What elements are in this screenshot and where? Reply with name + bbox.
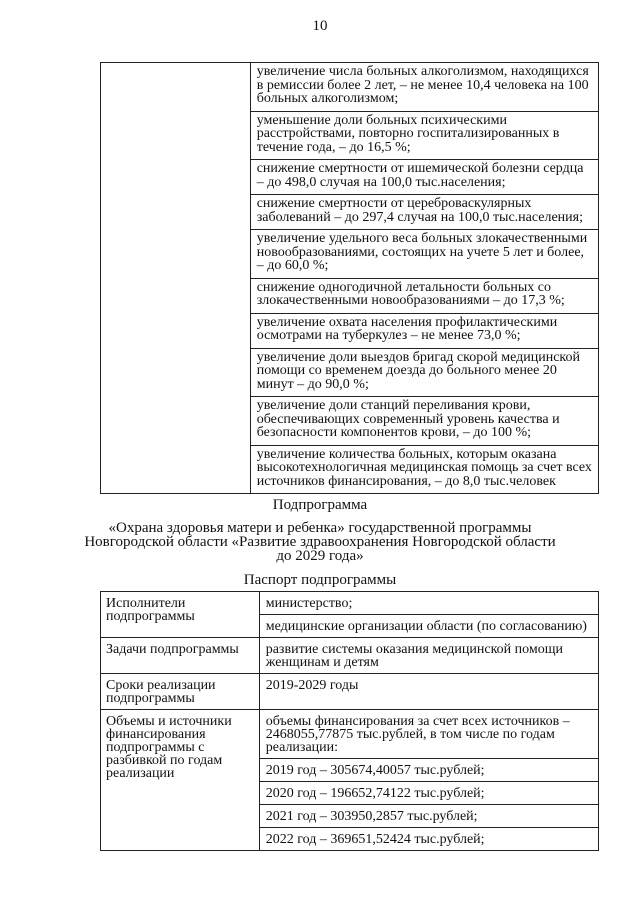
executors-label: Исполнители подпрограммы [101,592,260,638]
indicator-item: увеличение числа больных алкоголизмом, находящихся в ремиссии более 2 лет, – не менее 10,4 человека на 100 больных алкоголизмом; [251,63,598,112]
subprogram-name-line: «Охрана здоровья матери и ребенка» государственной программы [108,520,532,536]
subprogram-name-line: до 2029 года» [276,548,364,564]
passport-row-funding [101,710,599,851]
indicators-table [100,62,599,494]
tasks-value-cell [259,638,598,674]
funding-item: объемы финансирования за счет всех источников – 2468055,77875 тыс.рублей, в том числе по годам реализации: [260,710,598,759]
subprogram-name [0,521,640,563]
funding-item: 2022 год – 369651,52424 тыс.рублей; [265,832,485,847]
terms-label: Сроки реализации подпрограммы [101,674,260,710]
indicator-item: увеличение охвата населения профилактическими осмотрами на туберкулез – не менее 73,0 %; [251,314,598,349]
passport-title: Паспорт подпрограммы [243,572,397,588]
funding-item: 2019 год – 305674,40057 тыс.рублей; [260,759,598,782]
executor-item: министерство; [260,592,598,615]
indicator-item: уменьшение доли больных психическими расстройствами, повторно госпитализированных в течение года, – до 16,5 %; [251,112,598,161]
indicator-item: снижение одногодичной летальности больных со злокачественными новообразованиями – до 17,3 %; [251,279,598,314]
subprogram-title: Подпрограмма [272,497,368,513]
executors-value [259,592,598,638]
indicator-item: снижение смертности от ишемической болезни сердца – до 498,0 случая на 100,0 тыс.населения; [251,160,598,195]
indicator-item: увеличение удельного веса больных злокачественными новообразованиями, состоящих на учете 5 лет и более, – до 60,0 %; [251,230,598,279]
indicators-left-cell [101,63,251,494]
passport-row-terms [101,674,599,710]
page-number: 10 [312,18,328,34]
funding-item: 2020 год – 196652,74122 тыс.рублей; [260,782,598,805]
funding-label: Объемы и источники финансирования подпрограммы с разбивкой по годам реализации [101,710,260,851]
indicator-item: увеличение доли станций переливания крови, обеспечивающих современный уровень качества и безопасности компонентов крови, – до 100 %; [251,397,598,446]
tasks-value: развитие системы оказания медицинской помощи женщинам и детям [265,642,564,670]
indicator-item: увеличение количества больных, которым оказана высокотехнологичная медицинская помощь за счет всех источников финансирования, – до 8,0 тыс.человек [256,446,592,489]
indicators-right-cell [250,63,598,494]
indicator-item: увеличение доли выездов бригад скорой медицинской помощи со временем доезда до больного менее 20 минут – до 90,0 %; [251,349,598,398]
tasks-label: Задачи подпрограммы [101,638,260,674]
executor-item: медицинские организации области (по согласованию) [265,619,587,634]
funding-item: 2021 год – 303950,2857 тыс.рублей; [260,805,598,828]
funding-value [259,710,598,851]
passport-row-tasks [101,638,599,674]
subprogram-name-line: Новгородской области «Развитие здравоохранения Новгородской области [84,534,556,550]
passport-row-executors [101,592,599,638]
indicator-item: снижение смертности от цереброваскулярных заболеваний – до 297,4 случая на 100,0 тыс.населения; [251,195,598,230]
terms-value-cell [259,674,598,710]
terms-value: 2019-2029 годы [265,678,359,693]
passport-table [100,591,599,851]
